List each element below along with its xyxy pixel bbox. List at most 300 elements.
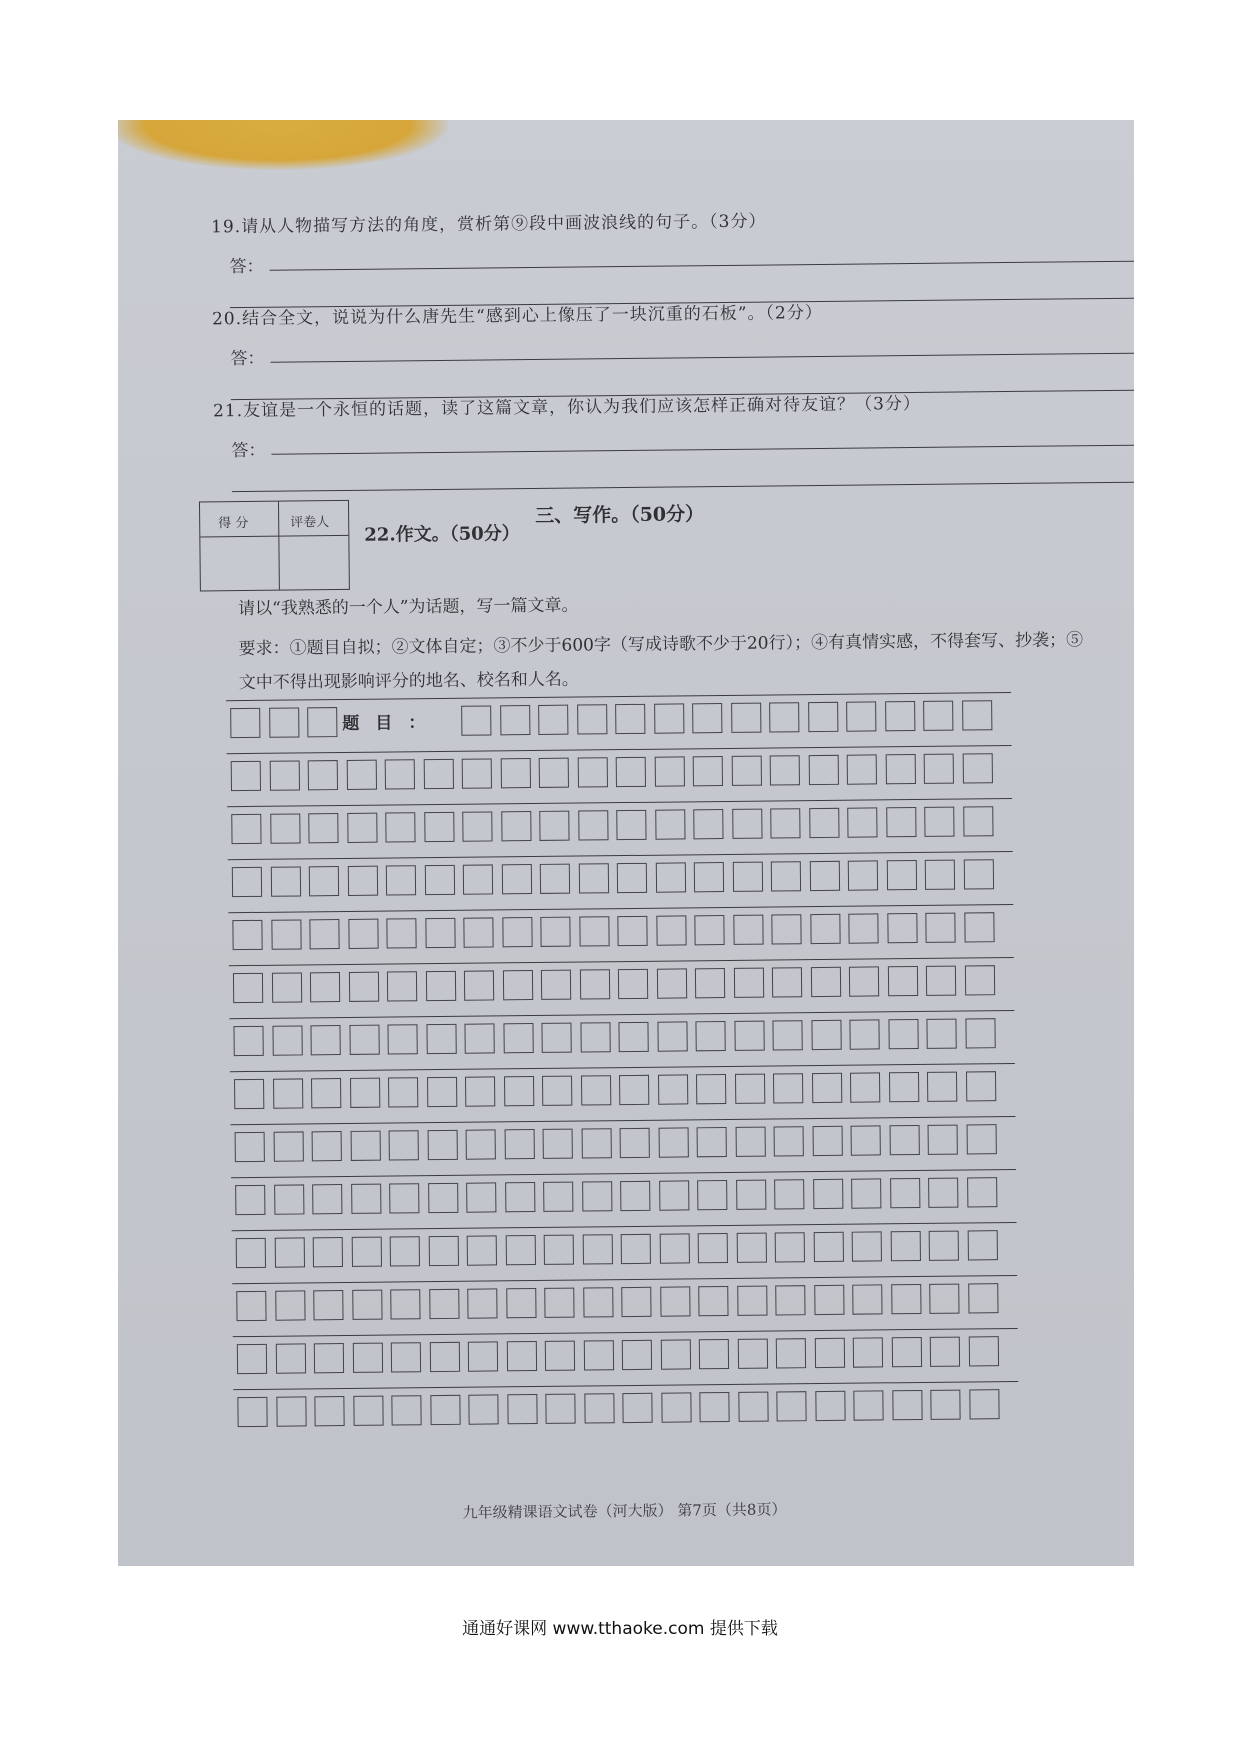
grid-cell [963,859,993,889]
grid-cell [655,809,685,839]
grid-cell [926,1019,956,1049]
grid-cell [506,1341,536,1371]
grid-cell [925,913,955,943]
grid-cell [236,1238,266,1268]
grid-cell [502,970,532,1000]
grid-cell [583,1287,613,1317]
grid-cell [233,1026,263,1056]
grid-cell [924,807,954,837]
grid-cell [660,1286,690,1316]
grid-row [233,1381,1018,1428]
grid-cell [659,1180,689,1210]
grid-cell [770,808,800,838]
grid-cell [733,915,763,945]
grid-cell [391,1342,421,1372]
grid-cell [578,810,608,840]
grid-cell [851,1178,881,1208]
grid-cell [776,1391,806,1421]
grid-cell [962,753,992,783]
grid-cell [771,914,801,944]
grid-cell [885,754,915,784]
download-footer: 通通好课网 www.tthaoke.com 提供下载 [462,1619,778,1639]
grid-cell [461,705,491,735]
grid-cell [275,1290,305,1320]
grid-cell [656,968,686,998]
grid-row [227,798,1012,845]
grid-cell [654,703,684,733]
grid-cell [699,1392,729,1422]
essay-prompt: 请以“我熟悉的一个人”为话题，写一篇文章。 [237,595,579,620]
grid-cell [504,1076,534,1106]
grid-cell [853,1337,883,1367]
grid-cell [468,1394,498,1424]
grid-cell [579,916,609,946]
grid-row [230,1063,1015,1110]
grid-cell [467,1235,497,1265]
grid-cell [429,1342,459,1372]
grid-cell [232,920,262,950]
grid-cell [930,1337,960,1367]
grid-cell [349,1025,379,1055]
score-label: 得 分 [218,515,249,532]
grid-cell [809,861,839,891]
grid-cell [539,758,569,788]
grid-cell [929,1284,959,1314]
grid-cell [314,1396,344,1426]
question-21: 21.友谊是一个永恒的话题，读了这篇文章，你认为我们应该怎样正确对待友谊？（3分） [212,393,921,422]
grid-cell [809,808,839,838]
grid-cell [698,1286,728,1316]
grid-cell [353,1396,383,1426]
grid-cell [885,701,915,731]
grid-cell [271,919,301,949]
grid-cell [813,1232,843,1262]
grid-cell [468,1341,498,1371]
grid-cell [967,1230,997,1260]
grid-cell [385,759,415,789]
grid-cell [428,1236,458,1266]
grid-cell [424,865,454,895]
grid-cell [731,703,761,733]
grid-cell [810,914,840,944]
grid-cell [232,867,262,897]
grid-cell [387,1024,417,1054]
grid-cell [654,756,684,786]
grid-cell [391,1395,421,1425]
grid-cell [815,1391,845,1421]
essay-requirements: 要求：①题目自拟；②文体自定；③不少于600字（写成诗歌不少于20行）；④有真情实感，不得套写、抄袭；⑤文中不得出现影响评分的地名、校名和人名。 [238,630,1084,694]
grid-cell [545,1341,575,1371]
grid-cell [769,702,799,732]
grid-cell [849,966,879,996]
grid-cell [886,807,916,837]
question-20: 20.结合全文，说说为什么唐先生“感到心上像压了一块沉重的石板”。（2分） [211,302,823,330]
grid-cell [390,1289,420,1319]
grid-cell [428,1183,458,1213]
grid-cell [429,1289,459,1319]
grid-cell [846,701,876,731]
grid-cell [619,1075,649,1105]
grid-cell [269,760,299,790]
grid-cell [852,1284,882,1314]
grid-cell [233,973,263,1003]
grid-cell [659,1233,689,1263]
grid-cell [655,862,685,892]
grid-cell [617,863,647,893]
grid-cell [697,1180,727,1210]
grid-cell [814,1285,844,1315]
grid-cell [694,862,724,892]
grid-cell [237,1344,267,1374]
grid-cell [582,1234,612,1264]
grid-row [227,745,1012,792]
grid-cell [734,1074,764,1104]
grid-cell [541,970,571,1000]
grid-cell [466,1129,496,1159]
grid-cell [850,1072,880,1102]
grid-cell [270,813,300,843]
grid-cell [616,757,646,787]
grid-cell [732,862,762,892]
grid-cell [275,1343,305,1373]
grid-cell [430,1395,460,1425]
grid-cell [540,917,570,947]
grid-row [229,957,1014,1004]
grid-cell [577,704,607,734]
grid-cell [892,1390,922,1420]
grid-cell [964,912,994,942]
grid-cell [965,1018,995,1048]
grid-cell [811,1073,841,1103]
grid-cell [505,1235,535,1265]
grid-cell [231,761,261,791]
grid-cell [544,1235,574,1265]
grid-cell [464,970,494,1000]
grid-cell [545,1394,575,1424]
answer-line [271,445,1134,455]
grid-cell [852,1231,882,1261]
grid-cell [736,1233,766,1263]
grid-cell [967,1177,997,1207]
grid-cell [849,1019,879,1049]
grid-cell [269,707,299,737]
grid-cell [772,967,802,997]
grid-cell [388,1077,418,1107]
grid-cell [891,1284,921,1314]
grid-cell [733,968,763,998]
grid-cell [462,811,492,841]
grid-cell [308,760,338,790]
grid-cell [506,1288,536,1318]
grid-cell [274,1184,304,1214]
grid-cell [273,1131,303,1161]
grid-cell [538,705,568,735]
answer-line [271,353,1134,363]
grid-cell [811,1020,841,1050]
grid-cell [693,809,723,839]
grid-cell [964,965,994,995]
answer-line [232,482,1134,493]
grid-cell [969,1389,999,1419]
grid-cell [427,1130,457,1160]
grid-cell [505,1182,535,1212]
grid-cell [581,1075,611,1105]
grid-cell [426,1024,456,1054]
grid-cell [270,866,300,896]
grid-cell [539,811,569,841]
grid-cell [968,1283,998,1313]
grid-cell [622,1340,652,1370]
grid-row [228,851,1013,898]
grid-cell [774,1126,804,1156]
grid-cell [928,1178,958,1208]
grid-cell [731,756,761,786]
grid-row [232,1275,1017,1322]
grid-cell [387,971,417,1001]
grid-cell [307,707,337,737]
grid-cell [620,1128,650,1158]
grid-cell [231,814,261,844]
grid-cell [350,1078,380,1108]
grid-cell [808,755,838,785]
grid-cell [313,1237,343,1267]
grid-cell [615,704,645,734]
grid-cell [772,1020,802,1050]
grid-row [229,1010,1014,1057]
grid-cell [540,864,570,894]
grid-cell [851,1125,881,1155]
grid-cell [309,866,339,896]
grid-cell [543,1129,573,1159]
grid-cell [853,1390,883,1420]
grid-cell [579,969,609,999]
grid-cell [617,916,647,946]
grid-cell [390,1236,420,1266]
grid-cell [310,1025,340,1055]
grid-cell [848,913,878,943]
grid-cell [273,1078,303,1108]
grid-row [226,692,1011,739]
grid-cell [771,861,801,891]
grid-cell [738,1392,768,1422]
grid-cell [734,1021,764,1051]
answer-label-19: 答： [229,256,264,278]
grid-cell [427,1077,457,1107]
grid-cell [502,917,532,947]
grid-cell [968,1336,998,1366]
grid-cell [236,1291,266,1321]
answer-label-21: 答： [231,440,266,462]
grid-cell [732,809,762,839]
grid-cell [351,1184,381,1214]
grid-cell [847,807,877,837]
grid-cell [313,1290,343,1320]
grid-cell [424,812,454,842]
grid-cell [737,1339,767,1369]
grid-cell [661,1392,691,1422]
grid-cell [501,811,531,841]
grid-cell [695,968,725,998]
answer-line [270,261,1134,271]
grid-cell [887,913,917,943]
grid-cell [463,917,493,947]
exam-sheet [118,120,1134,1566]
grid-cell [578,863,608,893]
grid-cell [776,1338,806,1368]
grid-cell [886,860,916,890]
grid-cell [618,969,648,999]
grid-cell [966,1124,996,1154]
grid-cell [464,1023,494,1053]
grid-cell [923,701,953,731]
grid-cell [386,918,416,948]
grid-cell [657,1074,687,1104]
grid-cell [737,1286,767,1316]
grid-cell [965,1071,995,1101]
grader-label: 评卷人 [290,515,330,531]
grid-cell [504,1129,534,1159]
grid-cell [423,759,453,789]
grid-cell [348,919,378,949]
grid-cell [385,812,415,842]
grid-cell [234,1079,264,1109]
grid-cell [274,1237,304,1267]
grid-cell [425,971,455,1001]
grid-cell [848,860,878,890]
grid-cell [775,1285,805,1315]
grid-cell [350,1131,380,1161]
grid-cell [581,1128,611,1158]
grid-cell [847,754,877,784]
grid-cell [890,1231,920,1261]
grid-cell [658,1127,688,1157]
grid-cell [963,806,993,836]
grid-cell [271,972,301,1002]
grid-row [232,1222,1017,1269]
grid-cell [928,1125,958,1155]
grid-cell [656,915,686,945]
grid-cell [467,1288,497,1318]
grid-cell [425,918,455,948]
grid-cell [312,1131,342,1161]
section-title: 三、写作。（50分） [535,503,705,527]
writing-grid [226,692,1019,1440]
grid-cell [463,864,493,894]
grid-cell [389,1130,419,1160]
grid-cell [237,1397,267,1427]
essay-label: 22.作文。（50分） [364,523,520,546]
grid-cell [657,1021,687,1051]
grid-row [230,1116,1015,1163]
grid-cell [235,1185,265,1215]
grid-cell [308,813,338,843]
grid-cell [346,760,376,790]
grid-cell [543,1182,573,1212]
grid-cell [660,1339,690,1369]
grid-cell [582,1181,612,1211]
grid-cell [309,919,339,949]
grid-cell [735,1127,765,1157]
grid-cell [500,705,530,735]
question-19: 19.请从人物描写方法的角度，赏析第⑨段中画波浪线的句子。（3分） [210,211,767,238]
grid-cell [616,810,646,840]
grid-cell [812,1126,842,1156]
grid-cell [924,754,954,784]
answer-label-20: 答： [230,348,265,370]
grid-cell [500,758,530,788]
grid-cell [386,865,416,895]
grid-cell [925,860,955,890]
grid-cell [312,1184,342,1214]
grid-cell [699,1339,729,1369]
grid-cell [542,1076,572,1106]
grid-cell [692,703,722,733]
page-footer-inner: 九年级精课语文试卷（河大版） 第7页（共8页） [462,1500,787,1522]
grid-cell [352,1343,382,1373]
grid-cell [618,1022,648,1052]
grid-cell [773,1073,803,1103]
grid-cell [389,1183,419,1213]
grid-cell [930,1390,960,1420]
grid-cell [235,1132,265,1162]
grid-cell [352,1290,382,1320]
grid-cell [276,1396,306,1426]
grid-cell [584,1393,614,1423]
grid-cell [314,1343,344,1373]
grid-cell [620,1181,650,1211]
grid-cell [230,708,260,738]
grid-cell [541,1023,571,1053]
grid-cell [311,1078,341,1108]
grid-row [228,904,1013,951]
grid-cell [465,1076,495,1106]
grid-cell [774,1179,804,1209]
grid-cell [347,866,377,896]
grid-cell [694,915,724,945]
grid-cell [889,1125,919,1155]
grid-cell [544,1288,574,1318]
grid-cell [310,972,340,1002]
grid-cell [348,972,378,1002]
grid-cell [622,1393,652,1423]
grid-cell [507,1394,537,1424]
grid-cell [347,813,377,843]
grid-cell [466,1182,496,1212]
grid-cell [501,864,531,894]
score-box [199,500,350,592]
grid-row [231,1169,1016,1216]
grid-cell [577,757,607,787]
grid-cell [351,1237,381,1267]
grid-cell [888,1019,918,1049]
grid-row [233,1328,1018,1375]
grid-cell [926,966,956,996]
grid-cell [888,1072,918,1102]
grid-cell [583,1340,613,1370]
grid-cell [580,1022,610,1052]
grid-cell [697,1127,727,1157]
grid-cell [887,966,917,996]
grid-cell [810,967,840,997]
grid-cell [272,1025,302,1055]
grid-cell [813,1179,843,1209]
grid-cell [890,1178,920,1208]
grid-cell [696,1074,726,1104]
grid-cell [962,700,992,730]
grid-cell [698,1233,728,1263]
grid-cell [770,755,800,785]
grid-cell [695,1021,725,1051]
